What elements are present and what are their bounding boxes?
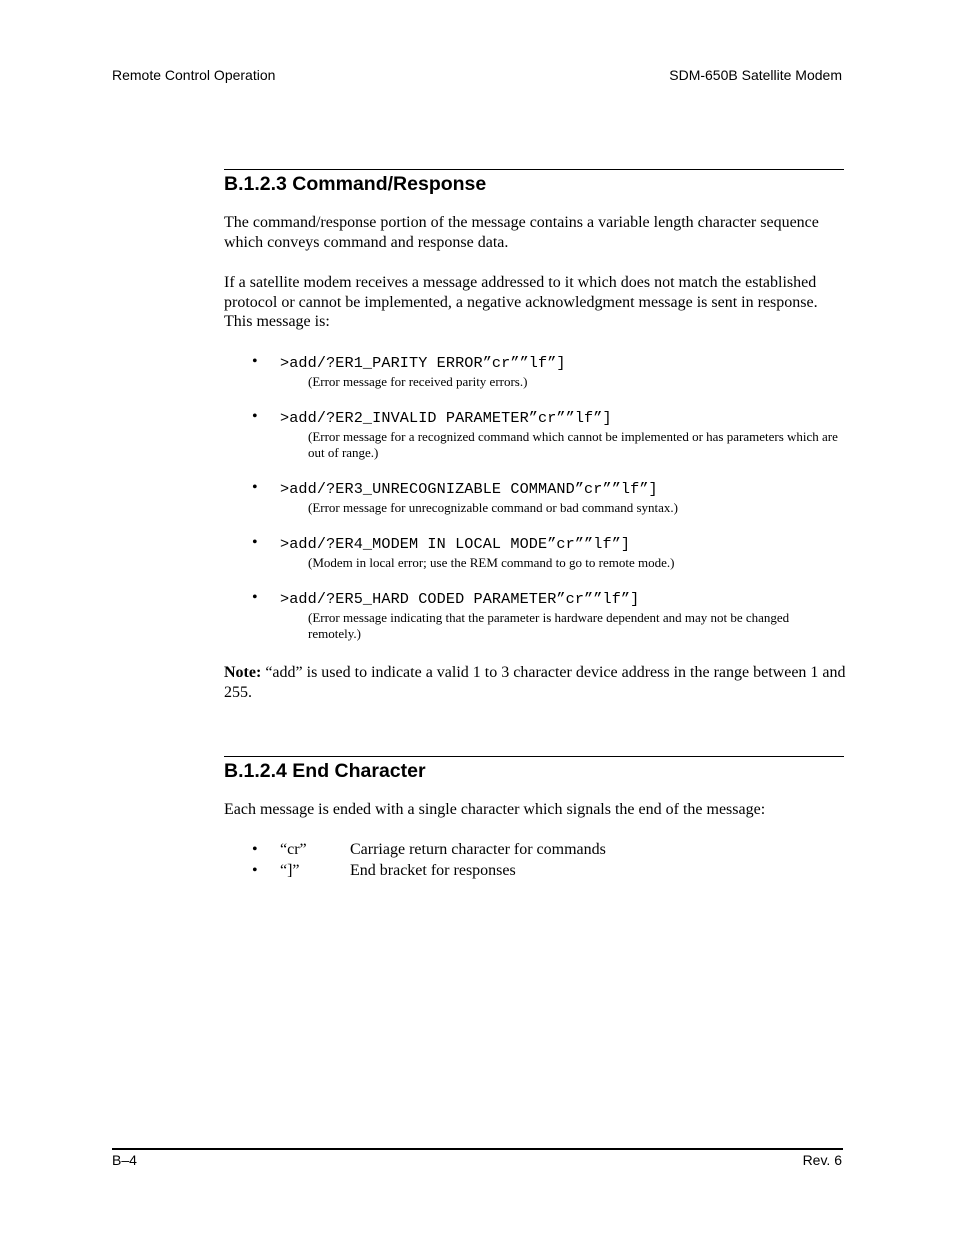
note-label: Note:	[224, 664, 262, 681]
page-number: B–4	[112, 1152, 137, 1168]
error-description: (Error message indicating that the parameter is hardware dependent and may not be changed remotely.)	[308, 610, 790, 641]
error-code: >add/?ER5_HARD CODED PARAMETER”cr””lf”]	[280, 590, 640, 608]
error-code: >add/?ER1_PARITY ERROR”cr””lf”]	[280, 354, 566, 372]
section-heading-command-response: B.1.2.3 Command/Response	[224, 173, 487, 195]
error-description: (Error message for unrecognizable command or bad command syntax.)	[308, 500, 679, 515]
section-rule	[224, 756, 844, 757]
bullet-icon: •	[252, 841, 258, 858]
section-heading-end-character: B.1.2.4 End Character	[224, 760, 426, 782]
bullet-icon: •	[252, 589, 258, 606]
error-code: >add/?ER3_UNRECOGNIZABLE COMMAND”cr””lf”]	[280, 480, 658, 498]
bullet-icon: •	[252, 479, 258, 496]
paragraph: The command/response portion of the message contains a variable length character sequence which conveys command and response data.	[224, 214, 819, 251]
error-description: (Error message for a recognized command which cannot be implemented or has parameters which are out of range.)	[308, 429, 838, 460]
note-text: “add” is used to indicate a valid 1 to 3 character device address in the range between 1 and 255.	[224, 664, 846, 701]
bullet-icon: •	[252, 534, 258, 551]
footer-rule	[112, 1148, 843, 1150]
paragraph: Each message is ended with a single character which signals the end of the message:	[224, 801, 766, 818]
bullet-icon: •	[252, 353, 258, 370]
running-header-right: SDM-650B Satellite Modem	[669, 67, 842, 83]
bullet-icon: •	[252, 408, 258, 425]
error-code: >add/?ER4_MODEM IN LOCAL MODE”cr””lf”]	[280, 535, 631, 553]
paragraph: If a satellite modem receives a message addressed to it which does not match the established protocol or cannot be implemented, a negative acknowledgment message is sent in response. This message is:	[224, 274, 818, 330]
end-char-description: Carriage return character for commands	[350, 841, 606, 858]
error-description: (Modem in local error; use the REM command to go to remote mode.)	[308, 555, 675, 570]
running-header-left: Remote Control Operation	[112, 67, 276, 83]
bullet-icon: •	[252, 862, 258, 879]
end-char-term: “cr”	[280, 841, 307, 858]
end-char-description: End bracket for responses	[350, 862, 516, 879]
revision-label: Rev. 6	[802, 1152, 842, 1168]
error-code: >add/?ER2_INVALID PARAMETER”cr””lf”]	[280, 409, 612, 427]
note-paragraph	[224, 663, 846, 702]
section-rule	[224, 169, 844, 170]
error-description: (Error message for received parity errors.)	[308, 374, 528, 389]
end-char-term: “]”	[280, 862, 300, 879]
